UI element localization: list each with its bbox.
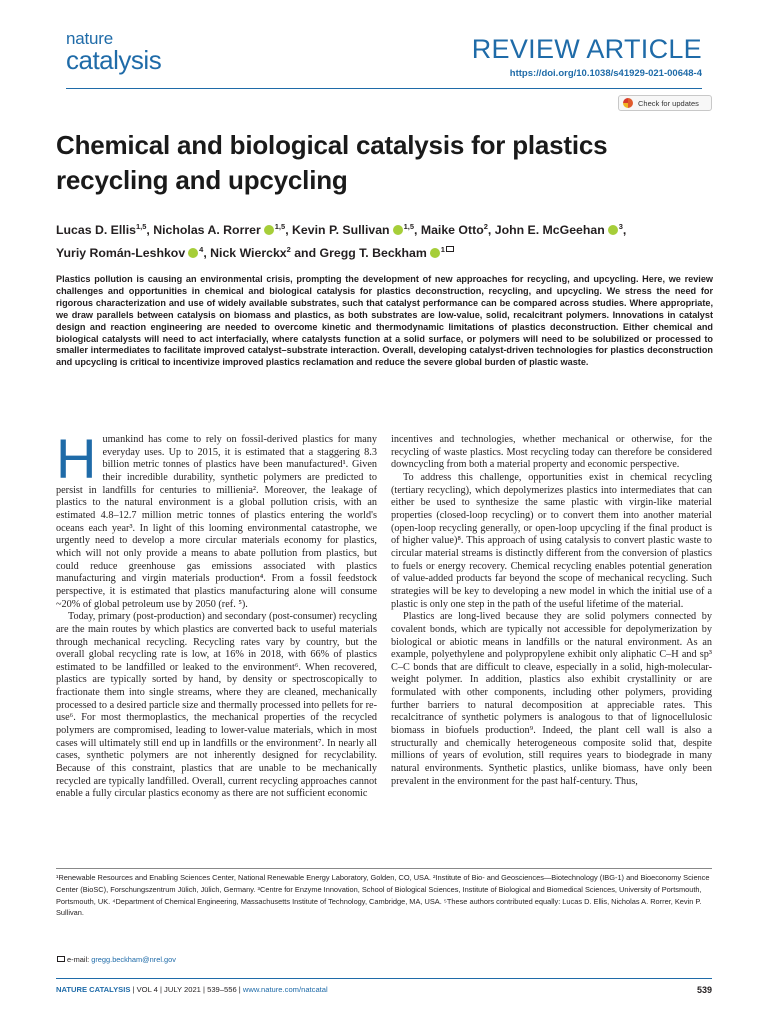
paragraph: To address this challenge, opportunities exist in chemical recycling (tertiary recycling), which depolymerizes plastics into intermediates that can either be used to synthesize the same plastic with virgin-like material properties (closed-loop recycling) or to convert them into another material (open-loop recycling generally, or open-loop upcycling if the final product is of higher value)⁸. This approach of using catalysis to convert plastic waste to circular material streams is distinctly different from the conversion of plastics to fuels or energy recovery. Chemical recycling enables potential generation of value-added products far beyond the scope of mechanical recycling. Such strategies will be key to developing a new model in which the initial use of a plastic is only one step in the path of the useful lifetime of the material. xyxy=(391,471,712,610)
affiliation-marker: 1 xyxy=(440,245,445,254)
orcid-icon[interactable] xyxy=(430,248,440,258)
footer-journal-name: NATURE CATALYSIS xyxy=(56,985,131,994)
affiliation-marker: 1,5 xyxy=(403,222,414,231)
abstract: Plastics pollution is causing an environmental crisis, prompting the development of new approaches for recycling, and upcycling. Here, we review challenges and opportunities in chemical and biological catalysis for plastics deconstruction, recycling, and upcycling. We stress the need for rigorous characterization and use of widely available substrates, such that catalyst performance can be compared across studies. Where appropriate, we draw parallels between catalysis on biomass and plastics, as both substrates are low-value, solid, recalcitrant polymers. Innovations in catalyst design and reaction engineering are needed to overcome kinetic and thermodynamic limitations of plastics deconstruction. Either chemical and biological catalysts will need to act interfacially, where catalysts function at a solid surface, or polymers will need to be solubilized or processed to smaller intermediates to facilitate improved catalyst–substrate interaction. Overall, developing catalyst-driven technologies for plastics deconstruction and upcycling is critical to incentivize improved plastics reclamation and reduce the severe global burden of plastic waste. xyxy=(56,274,713,368)
affiliation-marker: 2 xyxy=(483,222,488,231)
orcid-icon[interactable] xyxy=(188,248,198,258)
crossmark-icon xyxy=(623,98,633,108)
affiliation-marker: 3 xyxy=(618,222,623,231)
page-footer xyxy=(56,985,328,994)
affiliation-marker: 2 xyxy=(286,245,291,254)
author-name[interactable]: Gregg T. Beckham xyxy=(319,246,427,260)
author-name[interactable]: Nick Wierckx xyxy=(210,246,287,260)
affiliation-marker: 1,5 xyxy=(135,222,147,231)
footer-divider xyxy=(56,978,712,979)
orcid-icon[interactable] xyxy=(393,225,403,235)
author-list: Lucas D. Ellis$^{1,5}$, Nicholas A. Rorrer $^{1,5}$, Kevin P. Sullivan $^{1,5}$, Maike Otto$^2$, John E. McGeehan $^3$, Yuriy Román-Leshkov $^4$, Nick Wierckx$^2$ and Gregg T. Beckham $^1$ xyxy=(56,222,627,260)
header-divider xyxy=(66,88,702,89)
paragraph: Today, primary (post-production) and secondary (post-consumer) recycling are the main routes by which plastics are converted back to useful materials through mechanical recycling. Recycling rates vary by country, but the overall global recycling rate is low, at 16% in 2018, with 66% of plastics estimated to be landfilled or leaked to the environment⁶. When recovered, plastics are typically sorted by hand, by density or spectroscopically to fractionate them into single streams, where they are cleaned, mechanically processed to a desired particle size and thermally processed into pellets for re-use⁶. For most thermoplastics, the mechanical properties of the recycled polymers are compromised, leading to lower-value materials, which in most cases will ultimately still end up in landfills or the environment⁷. In nearly all cases, synthetic polymers are not inherently designed for recyclability. Because of this constraint, plastics that are unable to be mechanically recycled are typically landfilled. Overall, current recycling approaches cannot enable a fully circular plastics economy as there are not sufficient economic xyxy=(56,611,377,800)
logo-line-2: catalysis xyxy=(66,45,162,75)
author-name[interactable]: Yuriy Román-Leshkov xyxy=(56,246,186,260)
envelope-icon xyxy=(57,956,65,962)
email-label: e-mail: xyxy=(67,955,92,964)
footer-issue-info: | VOL 4 | JULY 2021 | 539–556 | xyxy=(130,985,243,994)
body-column-right xyxy=(391,434,712,788)
envelope-icon[interactable] xyxy=(446,246,454,252)
check-for-updates-label: Check for updates xyxy=(638,98,699,108)
orcid-icon[interactable] xyxy=(608,225,618,235)
article-title: Chemical and biological catalysis for plastics recycling and upcycling xyxy=(56,130,608,195)
check-for-updates-button[interactable] xyxy=(618,95,712,111)
affiliations-footnote: ¹Renewable Resources and Enabling Sciences Center, National Renewable Energy Laboratory, Golden, CO, USA. ²Institute of Bio- and Geosciences—Biotechnology (IBG-1) and Bioeconomy Science Center (BioSC), Forschungszentrum Jülich, Jülich, Germany. ³Centre for Enzyme Innovation, School of Biological Sciences, Institute of Biological and Biomedical Sciences, University of Portsmouth, Portsmouth, UK. ⁴Department of Chemical Engineering, Massachusetts Institute of Technology, Cambridge, MA, USA. ⁵These authors contributed equally: Lucas D. Ellis, Nicholas A. Rorrer, Kevin P. Sullivan. xyxy=(56,873,710,918)
paragraph xyxy=(56,427,377,611)
orcid-icon[interactable] xyxy=(264,225,274,235)
body-column-left xyxy=(56,427,377,801)
paragraph: incentives and technologies, whether mechanical or otherwise, for the recycling of waste plastics. Most recycling today can therefore be considered downcycling from both a material property and economic perspective. xyxy=(391,434,712,471)
author-name[interactable]: Maike Otto xyxy=(420,223,484,237)
paragraph: Plastics are long-lived because they are solid polymers connected by covalent bonds, which are typically not accessible for depolymerization by biological or abiotic means in landfills or the natural environment. As an example, polyethylene and polypropylene exhibit only aliphatic C–H and sp³ C–C bonds that are difficult to cleave, especially in a solid, high-molecular-weight polymer. In addition, plastics also exhibit crystallinity or are formulated with other components, including other polymers, providing further barriers to natural decomposition at appreciable rates. This recalcitrance of synthetic polymers is analogous to that of lignocellulosic biomass in biofuels production⁹. Indeed, the plant cell wall is also a structurally and chemically heterogeneous composite solid that, despite millions of years of evolution, still requires years to biodegrade in many natural environments. Synthetic plastics, unlike biomass, have only been prevalent in the environment for the past half-century. Thus, xyxy=(391,611,712,787)
footer-website-link[interactable]: www.nature.com/natcatal xyxy=(242,985,328,994)
author-name[interactable]: Kevin P. Sullivan xyxy=(292,223,390,237)
author-name[interactable]: Nicholas A. Rorrer xyxy=(153,223,261,237)
article-type: REVIEW ARTICLE xyxy=(471,34,702,64)
affiliation-marker: 4 xyxy=(199,245,204,254)
page-number: 539 xyxy=(696,985,712,995)
footnote-divider xyxy=(56,868,712,869)
author-name[interactable]: John E. McGeehan xyxy=(494,223,605,237)
paragraph-text: umankind has come to rely on fossil-derived plastics for many everyday uses. Up to 2015, it is estimated that a staggering 8.3 billion metric tonnes of plastics have been manufactured¹. Given their incredible durability, synthetic polymers are predicted to persist in landfills for centuries to millienia². Moreover, the leakage of plastics to the natural environment is a global pollution crisis, with an estimated 4.8–12.7 million metric tonnes of plastics entering the world's oceans each year³. In light of this looming environmental catastrophe, we urgently need to develop a more circular materials economy for plastics, which will not only provide a means to abate pollution from plastics, but could reduce greenhouse gas emissions associated with plastics manufacturing and virgin materials production⁴. From a fossil feedstock perspective, it is estimated that plastics manufacturing alone will consume ~20% of global petroleum use by 2050 (ref. ⁵). xyxy=(56,434,377,610)
doi-link[interactable]: https://doi.org/10.1038/s41929-021-00648-4 xyxy=(509,68,702,79)
author-name[interactable]: Lucas D. Ellis xyxy=(56,223,136,237)
email-address-link[interactable]: gregg.beckham@nrel.gov xyxy=(91,955,176,964)
logo-line-1: nature xyxy=(66,29,114,48)
correspondence-email xyxy=(56,955,176,964)
journal-logo xyxy=(66,30,161,74)
affiliation-marker: 1,5 xyxy=(274,222,286,231)
drop-cap: H xyxy=(56,427,97,490)
